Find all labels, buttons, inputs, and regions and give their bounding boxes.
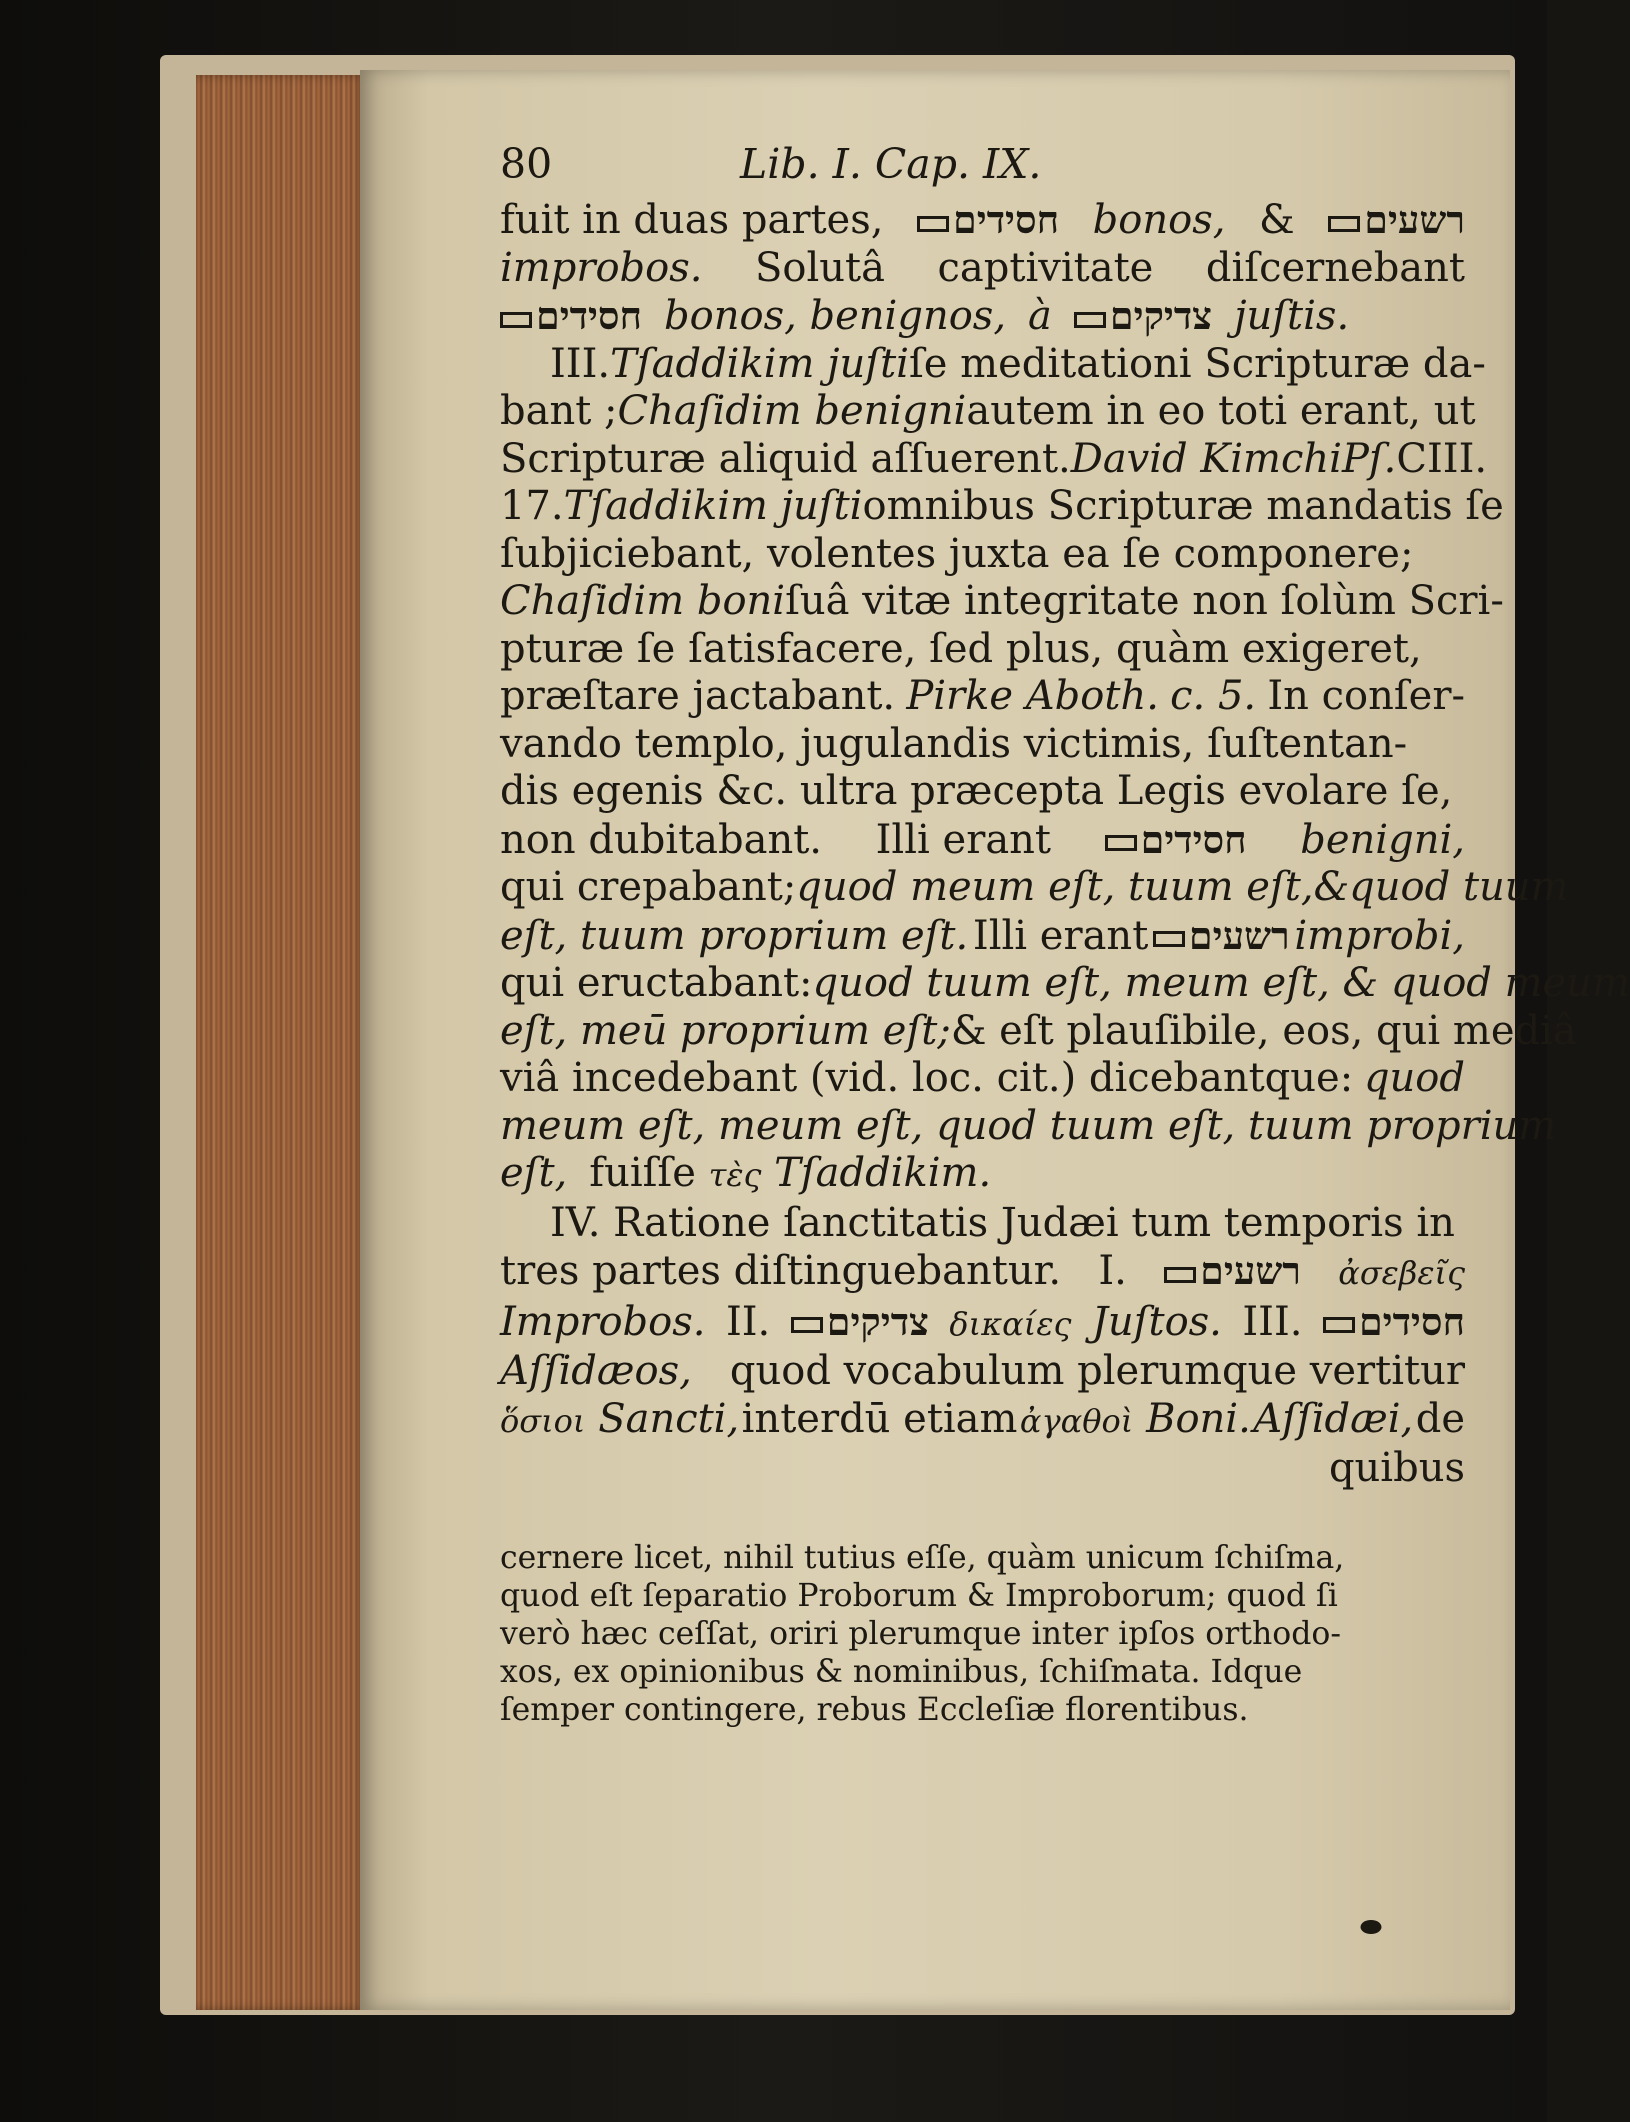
text-line: Scripturæ aliquid aſſuerent. David Kimchi Pſ.CIII. [500,435,1488,482]
hebrew-word: צדיקים [791,1298,929,1346]
text-line: tres partes diſtinguebantur. I. רשעים ἀσεβεῖς [500,1248,1465,1294]
text-line: dis egenis &c. ultra præcepta Legis evolare ſe, [500,768,1453,814]
page-edges [196,75,366,2010]
text-line: præſtare jactabant. Pirke Aboth. c. 5. In conſer- [500,673,1465,719]
text-line: חסידים bonos, benignos, à צדיקים juſtis. [500,292,1465,341]
text-line: qui eructabant: quod tuum eſt, meum eſt, & quod meum [500,960,1630,1006]
text-line: eſt, meū proprium eſt; & eſt plauſibile, eos, qui mediâ [500,1007,1577,1054]
page-content [500,140,1630,1729]
footnote-line: ſemper contingere, rebus Eccleſiæ florentibus. [500,1691,1249,1728]
text-line: Aſſidæos, quod vocabulum plerumque vertitur [500,1348,1465,1394]
text-line: fuit in duas partes, חסידים bonos, & רשעים [500,197,1465,243]
page-number: 80 [500,140,553,188]
footnote-line: quod eſt ſeparatio Proborum & Improborum; quod ſi [500,1577,1338,1614]
hebrew-word: רשעים [1153,912,1290,960]
hebrew-word: צדיקים [1074,292,1212,340]
footnote [500,1539,1465,1729]
text-line: bant ; Chaſidim benigni autem in eo toti erant, ut [500,388,1476,434]
text-line: ſubjiciebant, volentes juxta ea ſe componere; [500,530,1414,577]
catchword: quibus [1328,1445,1465,1491]
footnote-line: xos, ex opinionibus & nominibus, ſchiſmata. Idque [500,1653,1303,1690]
text-line: viâ incedebant (vid. loc. cit.) dicebantque: quod [500,1055,1465,1101]
hebrew-word: רשעים [1164,1247,1301,1295]
text-line: improbos. Solutâ captivitate diſcernebant [500,244,1465,291]
hebrew-word: רשעים [1328,196,1465,244]
hebrew-word: חסידים [1323,1298,1465,1346]
hebrew-word: חסידים [917,196,1059,244]
text-line: pturæ ſe ſatisfacere, ſed plus, quàm exigeret, [500,625,1422,672]
main-text [500,196,1630,1493]
text-line: 17. Tſaddikim juſti omnibus Scripturæ mandatis ſe [500,483,1504,529]
text-line: non dubitabant. Illi erant חסידים benigni, [500,816,1465,863]
text-line: III. Tſaddikim juſti ſe meditationi Scripturæ da- [550,340,1486,387]
text-line: vando templo, jugulandis victimis, ſuſtentan- [500,720,1408,767]
text-line: Improbos. II. צדיקים δικαίες Juſtos. III. חסידים [500,1298,1465,1345]
footnote-line: cernere licet, nihil tutius eſſe, quàm unicum ſchiſma, [500,1539,1345,1576]
text-line: eſt, tuum proprium eſt. Illi erant רשעים improbi, [500,912,1465,959]
text-line: qui crepabant;quod meum eſt, tuum eſt, & quod tuum [500,864,1569,910]
hebrew-word: חסידים [1105,816,1247,864]
text-line: meum eſt, meum eſt, quod tuum eſt, tuum proprium [500,1102,1557,1149]
text-line: Chaſidim boni ſuâ vitæ integritate non ſolùm Scri- [500,578,1504,624]
ornament-mark [1361,1920,1382,1934]
text-line: IV. Ratione ſanctitatis Judæi tum temporis in [550,1199,1455,1246]
running-head [500,140,1465,196]
hebrew-word: חסידים [500,292,642,340]
text-line: eſt, fuiſſe τὲς Tſaddikim. [500,1150,992,1196]
running-title: Lib. I. Cap. IX. [740,140,1042,188]
text-line: ὅσιοι Sancti, interdū etiam ἀγαθοὶ Boni. Aſſidæi, de [500,1395,1465,1442]
footnote-line: verò hæc ceſſat, oriri plerumque inter ipſos orthodo- [500,1615,1342,1652]
